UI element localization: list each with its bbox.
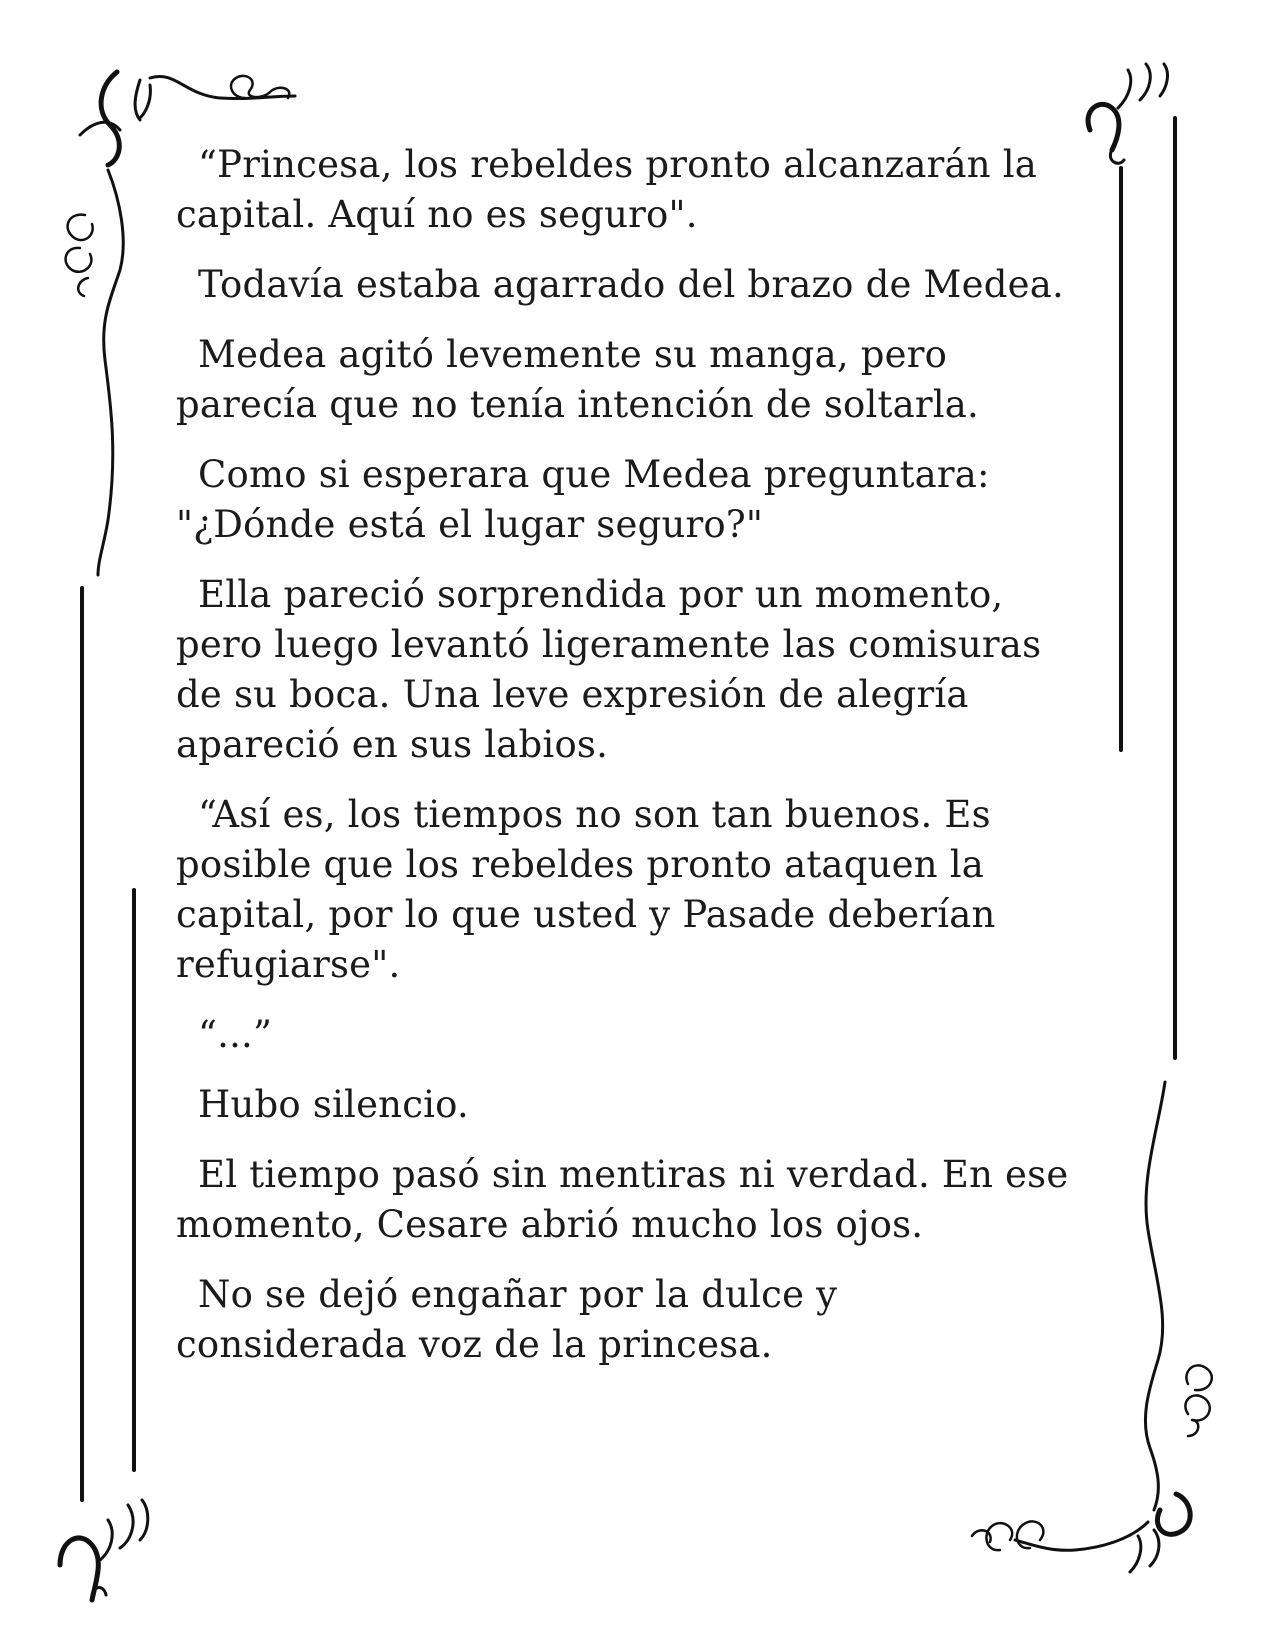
paragraph: Ella pareció sorprendida por un momento, pero luego levantó ligeramente las comisuras de su boca. Una leve expresión de alegría apareció en sus labios.: [176, 573, 1042, 766]
paragraph: “Princesa, los rebeldes pronto alcanzarán la capital. Aquí no es seguro".: [176, 143, 1038, 236]
paragraph: No se dejó engañar por la dulce y considerada voz de la princesa.: [176, 1273, 838, 1366]
bottom-left-flourish-icon: [60, 1500, 148, 1600]
story-text: [176, 140, 1076, 1390]
paragraph: “Así es, los tiempos no son tan buenos. Es posible que los rebeldes pronto ataquen la capital, por lo que usted y Pasade deberían refugiarse".: [176, 793, 996, 986]
paragraph: Medea agitó levemente su manga, pero parecía que no tenía intención de soltarla.: [176, 333, 979, 426]
top-right-flourish-icon: [1088, 64, 1167, 163]
paragraph: El tiempo pasó sin mentiras ni verdad. En ese momento, Cesare abrió mucho los ojos.: [176, 1153, 1069, 1246]
paragraph: “...”: [198, 1013, 273, 1056]
paragraph: Hubo silencio.: [198, 1083, 469, 1126]
paragraph: Todavía estaba agarrado del brazo de Medea.: [198, 263, 1064, 306]
paragraph: Como si esperara que Medea preguntara: "¿Dónde está el lugar seguro?": [176, 453, 990, 546]
